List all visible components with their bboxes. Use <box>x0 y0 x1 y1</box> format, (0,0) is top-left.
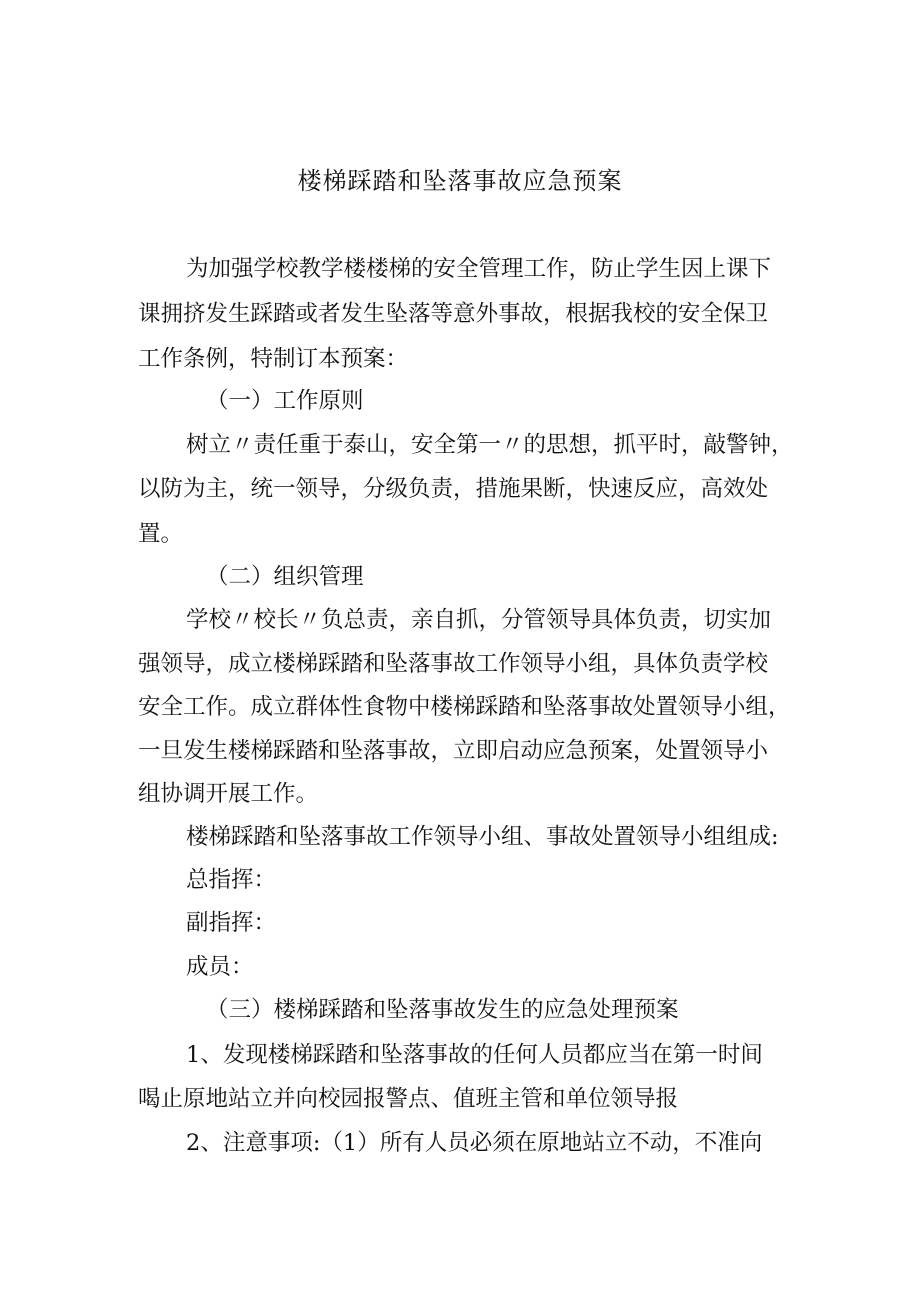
paragraph-line: 楼梯踩踏和坠落事故工作领导小组、事故处置领导小组组成: <box>186 824 779 850</box>
paragraph-line: 为加强学校教学楼楼梯的安全管理工作，防止学生因上课下 <box>186 256 772 282</box>
section-heading: （二）组织管理 <box>206 564 364 590</box>
role-line: 总指挥： <box>186 867 277 893</box>
paragraph-line: 安全工作。成立群体性食物中楼梯踩踏和坠落事故处置领导小组， <box>138 694 791 720</box>
paragraph-line: 2、注意事项:（1）所有人员必须在原地站立不动，不准向 <box>186 1130 763 1156</box>
paragraph-line: 树立〃责任重于泰山，安全第一〃的思想，抓平时，敲警钟， <box>186 432 794 458</box>
paragraph-line: 组协调开展工作。 <box>138 781 319 807</box>
role-line: 副指挥： <box>186 910 277 936</box>
paragraph-line: 一旦发生楼梯踩踏和坠落事故，立即启动应急预案，处置领导小 <box>138 738 769 764</box>
section-heading: （一）工作原则 <box>206 388 364 414</box>
paragraph-line: 1、发现楼梯踩踏和坠落事故的任何人员都应当在第一时间 <box>186 1042 763 1068</box>
paragraph-line: 置。 <box>138 521 184 547</box>
paragraph-line: 工作条例，特制订本预案： <box>138 346 409 372</box>
role-line: 成员： <box>186 954 254 980</box>
paragraph-line: 以防为主，统一领导，分级负责，措施果断，快速反应，高效处 <box>138 476 769 502</box>
paragraph-line: 喝止原地站立并向校园报警点、值班主管和单位领导报 <box>138 1086 679 1112</box>
paragraph-line: 课拥挤发生踩踏或者发生坠落等意外事故，根据我校的安全保卫 <box>138 301 769 327</box>
document-title: 楼梯踩踏和坠落事故应急预案 <box>297 167 623 195</box>
paragraph-line: 强领导，成立楼梯踩踏和坠落事故工作领导小组，具体负责学校 <box>138 651 769 677</box>
paragraph-line: 学校〃校长〃负总责，亲自抓，分管领导具体负责，切实加 <box>186 607 772 633</box>
section-heading: （三）楼梯踩踏和坠落事故发生的应急处理预案 <box>206 997 679 1023</box>
